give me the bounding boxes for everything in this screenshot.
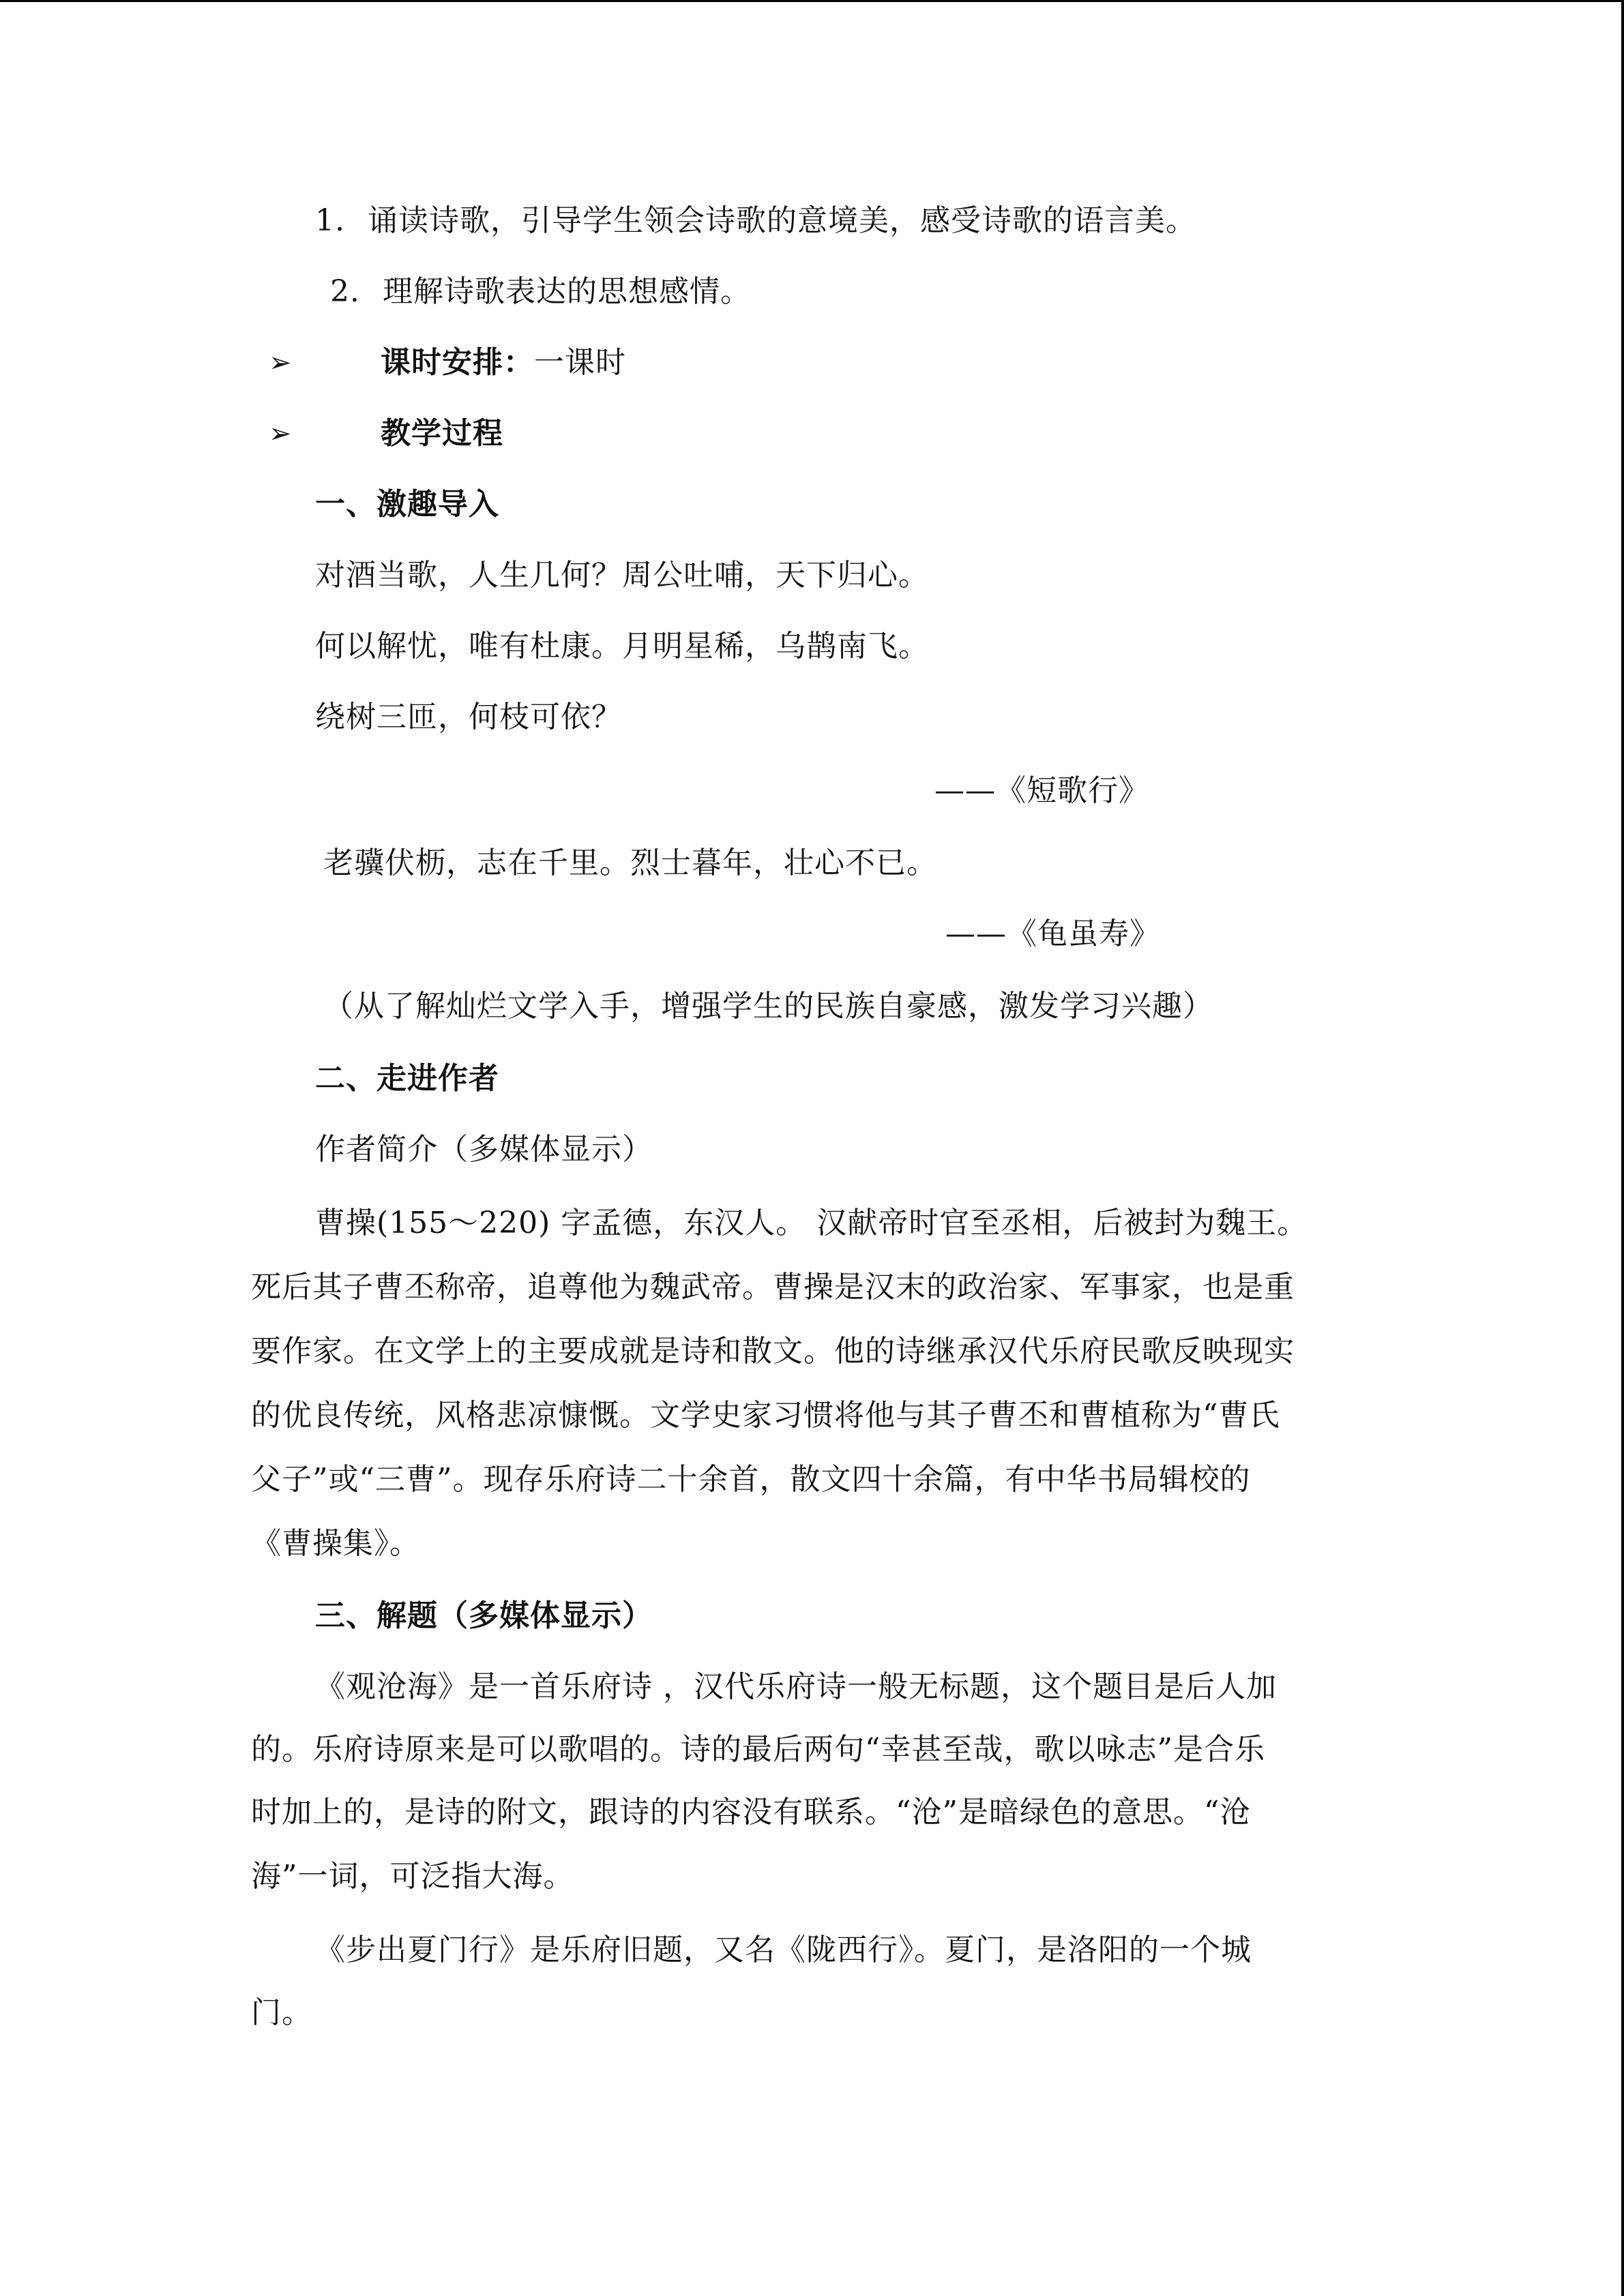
author-paragraph-line: 《曹操集》。 xyxy=(251,1526,420,1561)
process-title: 教学过程 xyxy=(381,416,503,451)
objective-item-2 xyxy=(330,271,751,312)
title-paragraph-line: 《步出夏门行》是乐府旧题，又名《陇西行》。夏门，是洛阳的一个城 xyxy=(315,1933,1252,1967)
arrow-bullet-icon: ➢ xyxy=(269,418,292,449)
poem-source: ——《短歌行》 xyxy=(934,773,1149,808)
poem-line: 对酒当歌，人生几何？周公吐哺，天下归心。 xyxy=(315,558,929,593)
page-top-border xyxy=(0,0,1624,2)
schedule-line xyxy=(381,342,626,383)
author-paragraph-line: 死后其子曹丕称帝，追尊他为魏武帝。曹操是汉末的政治家、军事家，也是重 xyxy=(251,1270,1295,1304)
arrow-bullet-icon: ➢ xyxy=(269,347,292,378)
poem-line: 绕树三匝，何枝可依？ xyxy=(315,700,622,734)
objective-number: 1. xyxy=(315,203,345,238)
title-paragraph-line: 时加上的，是诗的附文，跟诗的内容没有联系。“沧”是暗绿色的意思。“沧 xyxy=(251,1795,1251,1830)
author-paragraph-line: 的优良传统，风格悲凉慷慨。文学史家习惯将他与其子曹丕和曹植称为“曹氏 xyxy=(251,1398,1280,1433)
section-heading: 三、解题（多媒体显示） xyxy=(315,1598,653,1633)
title-paragraph-line: 海”一词，可泛指大海。 xyxy=(251,1859,574,1894)
poem-line: 老骥伏枥，志在千里。烈士暮年，壮心不已。 xyxy=(323,846,937,880)
objective-number: 2. xyxy=(330,274,360,309)
section-note: （从了解灿烂文学入手，增强学生的民族自豪感，激发学习兴趣） xyxy=(323,989,1213,1024)
author-paragraph-line: 要作家。在文学上的主要成就是诗和散文。他的诗继承汉代乐府民歌反映现实 xyxy=(251,1334,1295,1369)
objective-item-1 xyxy=(315,200,1196,241)
title-paragraph-line: 《观沧海》是一首乐府诗 ，汉代乐府诗一般无标题，这个题目是后人加 xyxy=(315,1669,1277,1704)
section-heading: 一、激趣导入 xyxy=(315,487,499,522)
schedule-label: 课时安排： xyxy=(381,345,534,380)
objective-text: 理解诗歌表达的思想感情。 xyxy=(382,274,751,309)
section-heading: 二、走进作者 xyxy=(315,1061,499,1096)
poem-source: ——《龟虽寿》 xyxy=(945,916,1160,951)
page-right-border xyxy=(1621,0,1624,2296)
objective-text: 诵读诗歌，引导学生领会诗歌的意境美，感受诗歌的语言美。 xyxy=(367,203,1196,238)
title-paragraph-line: 的。乐府诗原来是可以歌唱的。诗的最后两句“幸甚至哉，歌以咏志”是合乐 xyxy=(251,1732,1265,1767)
author-intro-label: 作者简介（多媒体显示） xyxy=(315,1132,653,1167)
author-paragraph-line: 曹操(155～220) 字孟德，东汉人。 汉献帝时官至丞相，后被封为魏王。 xyxy=(315,1206,1308,1240)
title-paragraph-line: 门。 xyxy=(251,1995,312,2030)
schedule-value: 一课时 xyxy=(534,345,626,380)
poem-line: 何以解忧，唯有杜康。月明星稀，乌鹊南飞。 xyxy=(315,629,929,664)
author-paragraph-line: 父子”或“三曹”。现存乐府诗二十余首，散文四十余篇，有中华书局辑校的 xyxy=(251,1462,1251,1497)
